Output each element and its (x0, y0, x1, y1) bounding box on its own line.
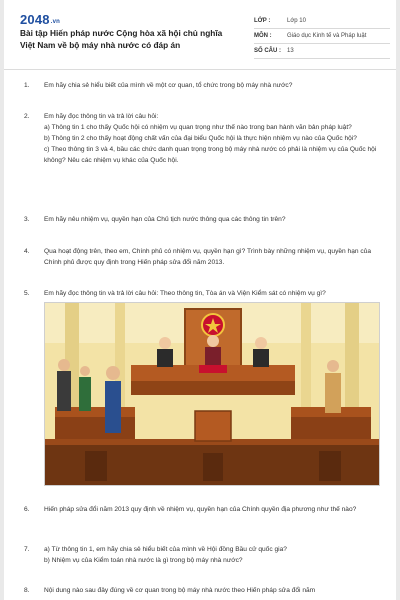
meta-row-subject (254, 29, 390, 44)
question-line: Hiến pháp sửa đổi năm 2013 quy định về nhiệm vụ, quyền hạn của Chính quyền địa phương như thế nào? (44, 506, 357, 513)
judge-figure (205, 347, 221, 367)
question-number: 7. (24, 546, 30, 553)
question-number: 3. (24, 216, 30, 223)
question-text (44, 111, 384, 166)
bench-front (131, 381, 295, 395)
person-figure (57, 371, 71, 411)
judge-figure (253, 349, 269, 367)
document-header (4, 0, 396, 70)
person-head (106, 366, 120, 380)
meta-value: Giáo dục Kinh tế và Pháp luật (287, 33, 367, 39)
courtroom-svg (45, 303, 380, 486)
person-figure (79, 377, 91, 411)
person-head (58, 359, 70, 371)
question-number: 6. (24, 506, 30, 513)
question-line: Em hãy đọc thông tin và trả lời câu hỏi: (44, 113, 159, 120)
bench-cloth (199, 365, 227, 373)
logo-suffix: .vn (50, 19, 61, 25)
question-number: 5. (24, 290, 30, 297)
pillar (345, 303, 359, 413)
chair (319, 451, 341, 481)
question-number: 2. (24, 113, 30, 120)
pillar (301, 303, 311, 413)
question-text (44, 80, 384, 91)
meta-row-count (254, 44, 390, 59)
chair (85, 451, 107, 481)
site-logo[interactable] (20, 12, 60, 27)
document-title: Bài tập Hiến pháp nước Cộng hòa xã hội chủ nghĩa Việt Nam về bộ máy nhà nước có đáp án (20, 28, 223, 50)
question-line: a) Từ thông tin 1, em hãy chia sẻ hiểu biết của mình về Hội đồng Bầu cử quốc gia? (44, 546, 287, 553)
person-head (327, 360, 339, 372)
meta-value: Lớp 10 (287, 18, 306, 24)
question-line: b) Thông tin 2 cho thấy hoạt động chất vấn của đại biểu Quốc hội là thực hiện nhiệm vụ nào của Quốc hội? (44, 135, 357, 142)
person-figure (325, 373, 341, 413)
meta-value: 13 (287, 48, 294, 54)
question-line: Nội dung nào sau đây đúng về cơ quan trong bộ máy nhà nước theo Hiến pháp sửa đổi năm (44, 587, 316, 594)
chair (203, 453, 223, 481)
courtroom-illustration (44, 302, 380, 486)
person-figure (105, 381, 121, 433)
question-text (44, 585, 384, 596)
question-number: 8. (24, 587, 30, 594)
question-line: b) Nhiệm vụ của Kiểm toán nhà nước là gì trong bộ máy nhà nước? (44, 557, 243, 564)
side-table-front (291, 417, 371, 439)
question-line: Em hãy chia sẻ hiểu biết của mình về một cơ quan, tổ chức trong bộ máy nhà nước? (44, 82, 293, 89)
meta-key: MÔN : (254, 33, 272, 39)
question-text (44, 246, 384, 268)
person-head (80, 366, 90, 376)
judge-head (159, 337, 171, 349)
question-line: Em hãy đọc thông tin và trả lời câu hỏi: Theo thông tin, Tòa án và Viện Kiểm sát có nhiệm vụ gì? (44, 290, 326, 297)
meta-key: LỚP : (254, 18, 271, 24)
defendant-stand (195, 411, 231, 441)
question-text (44, 544, 384, 566)
judge-figure (157, 349, 173, 367)
question-number: 4. (24, 248, 30, 255)
question-text (44, 288, 384, 299)
judge-head (255, 337, 267, 349)
question-line: a) Thông tin 1 cho thấy Quốc hội có nhiệm vụ quan trọng như thế nào trong ban hành văn bản pháp luật? (44, 124, 352, 131)
question-line: Em hãy nêu nhiệm vụ, quyền hạn của Chủ tịch nước thông qua các thông tin trên? (44, 216, 286, 223)
question-text (44, 504, 384, 515)
judge-head (207, 335, 219, 347)
logo-text: 2048 (20, 12, 50, 27)
question-number: 1. (24, 82, 30, 89)
question-text (44, 214, 384, 225)
meta-table (254, 14, 390, 59)
meta-row-class (254, 14, 390, 29)
question-line: Qua hoạt động trên, theo em, Chính phủ có nhiệm vụ, quyền hạn gì? Trình bày những nhiệm vụ, quyền hạn của Chính phủ được quy định trong Hiến pháp sửa đổi năm 2013. (44, 248, 371, 266)
document-page (4, 0, 396, 600)
meta-key: SỐ CÂU : (254, 48, 281, 54)
side-table-front (55, 417, 135, 439)
question-line: c) Theo thông tin 3 và 4, bầu các chức danh quan trọng trong bộ máy nhà nước có phải là nhiệm vụ của Quốc hội không? Nêu các nhiệm vụ khác của Quốc hội. (44, 146, 377, 164)
